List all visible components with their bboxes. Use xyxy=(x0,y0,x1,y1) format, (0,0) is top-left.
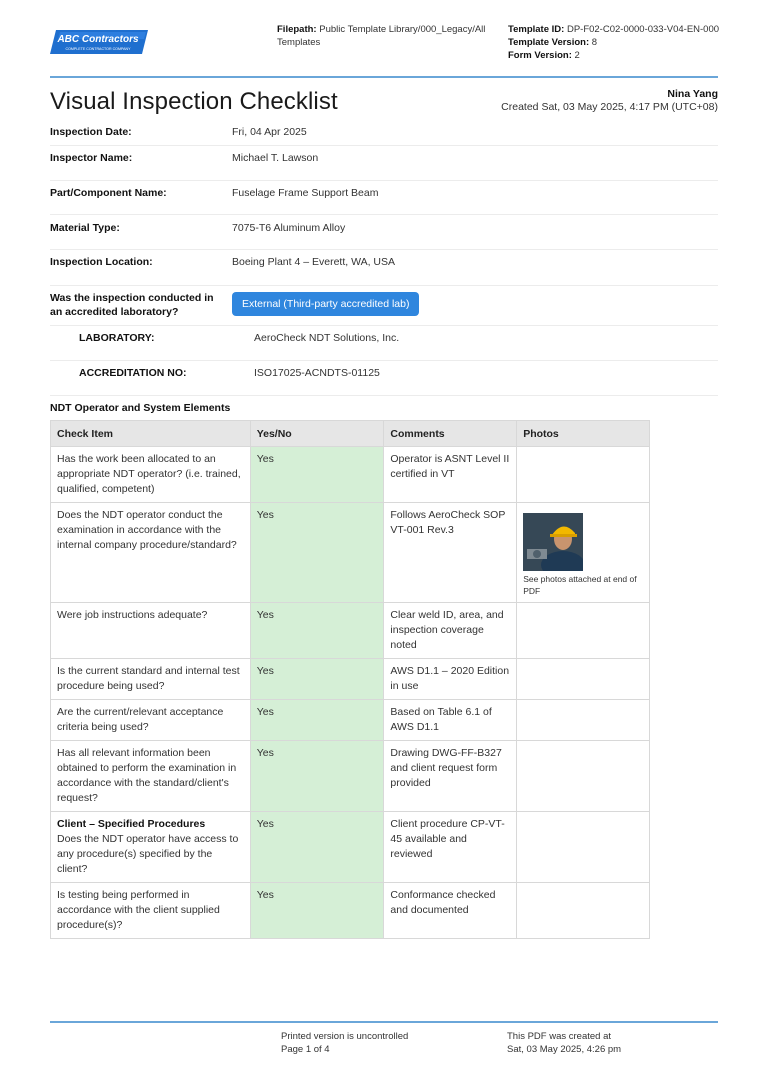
field-value: Boeing Plant 4 – Everett, WA, USA xyxy=(232,256,396,268)
answer-cell: Yes xyxy=(250,700,384,741)
column-header-photos: Photos xyxy=(517,421,650,447)
filepath-value-line1: Public Template Library/000_Legacy/All xyxy=(319,24,486,35)
ndt-checklist-table xyxy=(50,420,650,939)
check-item-text: Does the NDT operator have access to any procedure(s) specified by the client? xyxy=(57,833,239,875)
pdf-created-label: This PDF was created at xyxy=(507,1031,612,1042)
check-item-heading: Client – Specified Procedures xyxy=(57,818,206,830)
filepath xyxy=(277,23,492,49)
template-id: DP-F02-C02-0000-033-V04-EN-000 xyxy=(566,24,720,35)
answer-cell: Yes xyxy=(250,812,384,883)
field-value: 7075-T6 Aluminum Alloy xyxy=(232,222,346,234)
photo-cell xyxy=(517,447,650,503)
field-part-name xyxy=(50,181,718,215)
page-header xyxy=(0,0,768,78)
accredited-answer-badge: External (Third-party accredited lab) xyxy=(232,292,419,316)
answer-cell: Yes xyxy=(250,659,384,700)
comment-cell: AWS D1.1 – 2020 Edition in use xyxy=(384,659,517,700)
laboratory-value: AeroCheck NDT Solutions, Inc. xyxy=(254,332,400,344)
photo-cell xyxy=(517,812,650,883)
table-row xyxy=(51,741,650,812)
inspector-photo-thumbnail[interactable] xyxy=(523,513,583,571)
photo-cell xyxy=(517,659,650,700)
form-version: 2 xyxy=(574,50,580,61)
table-row xyxy=(51,700,650,741)
field-accreditation-no xyxy=(50,361,718,396)
created-timestamp: Created Sat, 03 May 2025, 4:17 PM (UTC+08) xyxy=(501,101,718,113)
pdf-created-timestamp: Sat, 03 May 2025, 4:26 pm xyxy=(507,1044,622,1055)
check-item: Has all relevant information been obtained to perform the examination in accordance with the standard/client's request? xyxy=(51,741,251,812)
comment-cell: Based on Table 6.1 of AWS D1.1 xyxy=(384,700,517,741)
field-accredited-lab xyxy=(50,286,718,326)
accredited-question: Was the inspection conducted in an accredited laboratory? xyxy=(50,292,214,318)
answer-cell: Yes xyxy=(250,883,384,939)
footer-left xyxy=(281,1030,408,1056)
comment-cell: Operator is ASNT Level II certified in VT xyxy=(384,447,517,503)
table-row xyxy=(51,883,650,939)
table-header-row xyxy=(51,421,650,447)
check-item: Is testing being performed in accordance with the client supplied procedure(s)? xyxy=(51,883,251,939)
page-number: Page 1 of 4 xyxy=(281,1044,330,1055)
answer-cell: Yes xyxy=(250,603,384,659)
photo-cell xyxy=(517,883,650,939)
photo-cell xyxy=(517,741,650,812)
field-inspection-date xyxy=(50,124,718,146)
table-row xyxy=(51,812,650,883)
check-item: Are the current/relevant acceptance criteria being used? xyxy=(51,700,251,741)
footer-divider xyxy=(50,1021,718,1023)
field-label: Part/Component Name: xyxy=(50,187,167,199)
template-version-label: Template Version: xyxy=(508,37,590,48)
filepath-label: Filepath: xyxy=(277,24,317,35)
table-row xyxy=(51,447,650,503)
field-inspector-name xyxy=(50,146,718,181)
accreditation-value: ISO17025-ACNDTS-01125 xyxy=(254,367,380,379)
column-header-comments: Comments xyxy=(384,421,517,447)
field-value: Fri, 04 Apr 2025 xyxy=(232,126,307,138)
comment-cell: Follows AeroCheck SOP VT-001 Rev.3 xyxy=(384,503,517,603)
field-laboratory xyxy=(50,326,718,361)
comment-cell: Drawing DWG-FF-B327 and client request form provided xyxy=(384,741,517,812)
field-label: Material Type: xyxy=(50,222,120,234)
accreditation-label: ACCREDITATION NO: xyxy=(79,367,187,379)
comment-cell: Clear weld ID, area, and inspection coverage noted xyxy=(384,603,517,659)
field-label: Inspector Name: xyxy=(50,152,133,164)
author-name: Nina Yang xyxy=(667,88,718,100)
photo-cell xyxy=(517,700,650,741)
uncontrolled-notice: Printed version is uncontrolled xyxy=(281,1031,409,1042)
comment-cell: Client procedure CP-VT-45 available and reviewed xyxy=(384,812,517,883)
table-row xyxy=(51,503,650,603)
field-label: Inspection Date: xyxy=(50,126,132,138)
header-divider xyxy=(50,76,718,78)
check-item: Does the NDT operator conduct the examination in accordance with the internal company procedure/standard? xyxy=(51,503,251,603)
photo-cell xyxy=(517,603,650,659)
check-item: Were job instructions adequate? xyxy=(51,603,251,659)
logo-tagline: COMPLETE CONTRACTOR COMPANY xyxy=(65,47,131,51)
company-logo xyxy=(50,28,150,56)
photo-caption: See photos attached at end of PDF xyxy=(523,574,637,596)
photo-cell xyxy=(517,503,650,603)
comment-cell: Conformance checked and documented xyxy=(384,883,517,939)
answer-cell: Yes xyxy=(250,503,384,603)
field-material-type xyxy=(50,215,718,250)
field-value: Michael T. Lawson xyxy=(232,152,319,164)
field-value: Fuselage Frame Support Beam xyxy=(232,187,379,199)
field-label: Inspection Location: xyxy=(50,256,153,268)
template-info xyxy=(508,23,728,62)
table-row xyxy=(51,603,650,659)
column-header-check-item: Check Item xyxy=(51,421,251,447)
laboratory-label: LABORATORY: xyxy=(79,332,155,344)
template-id-label: Template ID: xyxy=(508,24,565,35)
filepath-value-line2: Templates xyxy=(277,37,321,48)
footer-right xyxy=(507,1030,621,1056)
form-version-label: Form Version: xyxy=(508,50,572,61)
answer-cell: Yes xyxy=(250,741,384,812)
check-item: Has the work been allocated to an appropriate NDT operator? (i.e. trained, qualified, competent) xyxy=(51,447,251,503)
logo-text: ABC Contractors xyxy=(57,34,139,45)
template-version: 8 xyxy=(591,37,598,48)
check-item xyxy=(51,812,251,883)
section-title: NDT Operator and System Elements xyxy=(50,402,231,414)
page-title: Visual Inspection Checklist xyxy=(50,88,338,115)
check-item: Is the current standard and internal test procedure being used? xyxy=(51,659,251,700)
field-inspection-location xyxy=(50,250,718,286)
table-row xyxy=(51,659,650,700)
column-header-yes-no: Yes/No xyxy=(250,421,384,447)
answer-cell: Yes xyxy=(250,447,384,503)
author-block xyxy=(501,88,718,114)
